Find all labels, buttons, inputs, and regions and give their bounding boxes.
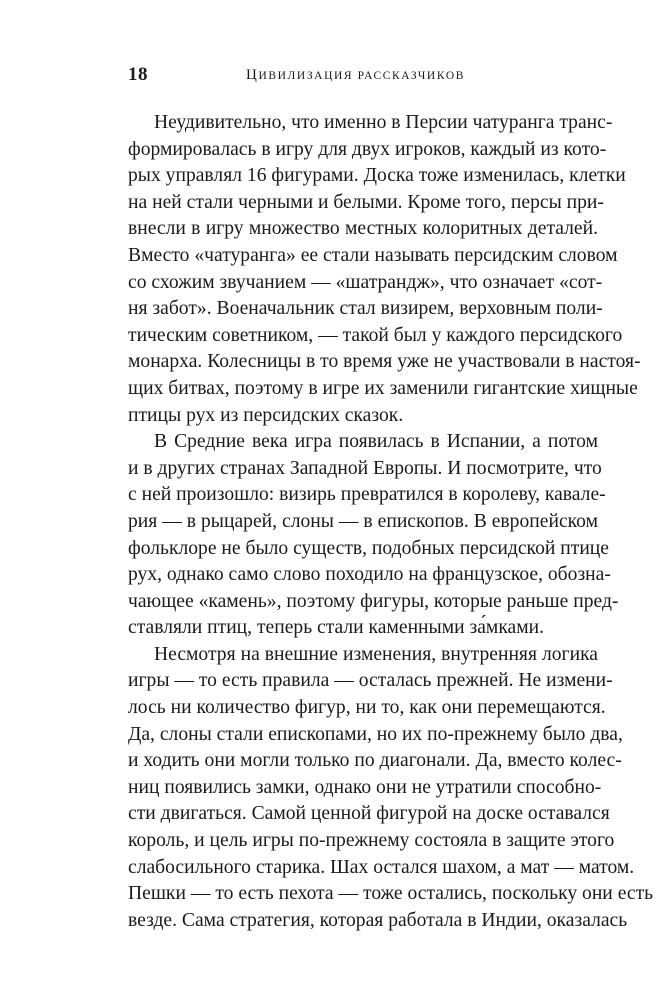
text-line: внесли в игру множество местных колоритных деталей. bbox=[128, 218, 598, 240]
text-line: ня забот». Военачальник стал визирем, верховным поли- bbox=[128, 298, 603, 320]
text-line: игры — то есть правила — осталась прежней. Не измени- bbox=[128, 670, 613, 692]
text-line: слабосильного старика. Шах остался шахом, а мат — матом. bbox=[128, 856, 635, 878]
running-head-rest: ИВИЛИЗАЦИЯ РАССКАЗЧИКОВ bbox=[258, 70, 465, 82]
text-line: ниц появились замки, однако они не утратили способно- bbox=[128, 776, 602, 798]
running-head bbox=[246, 67, 465, 84]
text-line: В Средние века игра появилась в Испании, а потом bbox=[154, 431, 598, 453]
text-line: чающее «камень», поэтому фигуры, которые раньше пред- bbox=[128, 590, 619, 612]
text-line: щих битвах, поэтому в игре их заменили гигантские хищные bbox=[128, 377, 638, 399]
running-head-initial: Ц bbox=[246, 67, 259, 83]
text-line: рух, однако само слово походило на французское, обозна- bbox=[128, 564, 611, 586]
text-line: рых управлял 16 фигурами. Доска тоже изменилась, клетки bbox=[128, 165, 626, 187]
text-line: везде. Сама стратегия, которая работала в Индии, оказалась bbox=[128, 909, 628, 931]
paragraph bbox=[128, 642, 654, 935]
text-line: сти двигаться. Самой ценной фигурой на доске оставался bbox=[128, 803, 610, 825]
text-line: фольклоре не было существ, подобных персидской птице bbox=[128, 537, 609, 559]
text-line: монарха. Колесницы в то время уже не участвовали в настоя- bbox=[128, 351, 641, 373]
page-header bbox=[128, 64, 608, 92]
text-line: формировалась в игру для двух игроков, каждый из кото- bbox=[128, 138, 607, 160]
text-line: Неудивительно, что именно в Персии чатуранга транс- bbox=[154, 112, 613, 133]
text-line: тическим советником, — такой был у каждого персидского bbox=[128, 324, 623, 346]
body-text bbox=[128, 110, 654, 934]
text-line: лось ни количество фигур, ни то, как они перемещаются. bbox=[128, 697, 606, 719]
text-line: Да, слоны стали епископами, но их по-прежнему было два, bbox=[128, 723, 623, 745]
text-line: со схожим звучанием — «шатрандж», что означает «сот- bbox=[128, 271, 603, 293]
text-line: с ней произошло: визирь превратился в королеву, кавале- bbox=[128, 484, 606, 506]
text-line: король, и цель игры по-прежнему состояла в защите этого bbox=[128, 830, 615, 852]
text-line: и в других странах Западной Европы. И посмотрите, что bbox=[128, 457, 602, 479]
paragraph bbox=[128, 429, 619, 642]
text-line: рия — в рыцарей, слоны — в епископов. В европейском bbox=[128, 510, 598, 532]
text-line: на ней стали черными и белыми. Кроме того, персы при- bbox=[128, 191, 604, 213]
text-line: ставляли птиц, теперь стали каменными за́мками. bbox=[128, 617, 545, 639]
text-line: и ходить они могли только по диагонали. Да, вместо колес- bbox=[128, 750, 622, 772]
text-line: Пешки — то есть пехота — тоже остались, поскольку они есть bbox=[128, 883, 654, 905]
text-line: Вместо «чатуранга» ее стали называть персидским словом bbox=[128, 244, 618, 266]
paragraph bbox=[128, 110, 641, 429]
text-line: птицы рух из персидских сказок. bbox=[128, 404, 404, 426]
text-line: Несмотря на внешние изменения, внутренняя логика bbox=[154, 643, 598, 665]
page-number: 18 bbox=[128, 64, 148, 85]
